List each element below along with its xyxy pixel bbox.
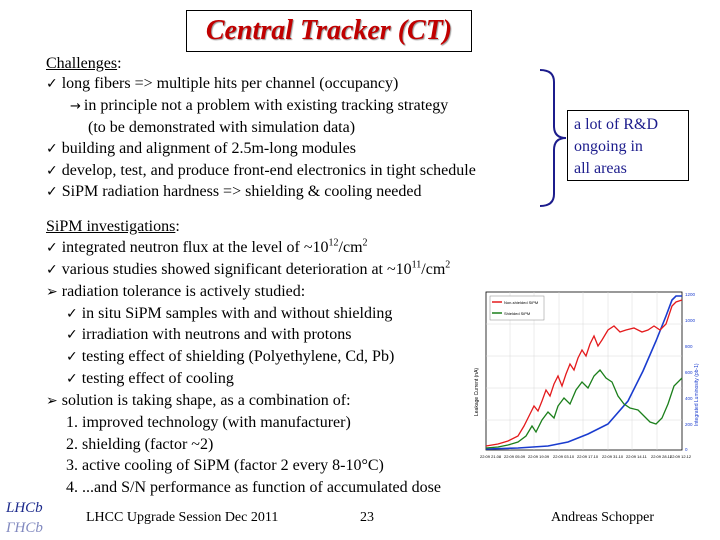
challenges-heading-line [46, 54, 122, 74]
note-line: a lot of R&D [574, 116, 658, 133]
footer-page-number: 23 [360, 510, 374, 525]
checkmark-icon: ✓ [66, 327, 78, 343]
x-tick: 22:09 12.12 [670, 454, 692, 459]
checkmark-icon: ✓ [46, 240, 58, 256]
numbered-text: ...and S/N performance as function of accumulated dose [82, 479, 441, 496]
item-number: 1. [66, 414, 78, 431]
note-line: ongoing in [574, 138, 643, 155]
challenge-text: develop, test, and produce front-end electronics in tight schedule [61, 162, 476, 179]
flux-unit: /cm [338, 239, 363, 256]
numbered-text: improved technology (with manufacturer) [82, 414, 351, 431]
sipm-item [46, 282, 305, 302]
y2-tick: 400 [685, 396, 693, 401]
sipm-heading-line [46, 217, 180, 237]
item-number: 3. [66, 457, 78, 474]
challenges-colon: : [117, 55, 122, 72]
checkmark-icon: ✓ [66, 371, 78, 387]
challenge-item [46, 139, 356, 159]
numbered-text: active cooling of SiPM (factor 2 every 8-10°C) [82, 457, 384, 474]
checkmark-icon: ✓ [46, 76, 58, 92]
numbered-item [66, 478, 441, 498]
sipm-subitem [66, 304, 392, 324]
legend-label-unshielded: Non-shielded SiPM [504, 300, 539, 305]
challenge-item [46, 182, 422, 202]
challenge-subitem [70, 96, 448, 117]
challenge-text: (to be demonstrated with simulation data) [88, 119, 356, 136]
logo-top-text: LHCb [6, 500, 43, 516]
x-tick: 22:09 21.08 [480, 454, 502, 459]
footer-session: LHCC Upgrade Session Dec 2011 [86, 510, 279, 525]
sipm-item [46, 260, 450, 280]
y2-axis-label: Integrated Luminosity (pb-1) [694, 363, 700, 426]
y2-tick: 1000 [685, 318, 696, 323]
solution-text: solution is taking shape, as a combination of: [61, 392, 351, 409]
deterioration-unit-exponent: 2 [445, 259, 451, 271]
y2-tick: 600 [685, 370, 693, 375]
numbered-item [66, 456, 384, 476]
sipm-subitem-text: irradiation with neutrons and with protons [81, 326, 352, 343]
challenge-text: building and alignment of 2.5m-long modules [61, 140, 356, 157]
deterioration-text: various studies showed significant deterioration at ~10 [61, 261, 412, 278]
deterioration-exponent: 11 [411, 259, 422, 271]
x-tick: 22:09 03.10 [553, 454, 575, 459]
x-tick: 22:09 17.10 [577, 454, 599, 459]
item-number: 4. [66, 479, 78, 496]
arrowhead-bullet-icon: ➢ [46, 284, 58, 300]
numbered-text: shielding (factor ~2) [82, 436, 214, 453]
title-box [186, 10, 472, 52]
sipm-subitem-text: in situ SiPM samples with and without shielding [81, 305, 393, 322]
deterioration-unit: /cm [421, 261, 446, 278]
checkmark-icon: ✓ [46, 184, 58, 200]
sipm-subitem-text: testing effect of cooling [81, 370, 234, 387]
sipm-subitem [66, 325, 351, 345]
sipm-item [46, 238, 368, 258]
checkmark-icon: ✓ [46, 163, 58, 179]
challenge-item [46, 161, 476, 181]
challenge-text: in principle not a problem with existing tracking strategy [83, 97, 449, 114]
arrowhead-bullet-icon: ➢ [46, 393, 58, 409]
challenge-text: long fibers => multiple hits per channel (occupancy) [61, 75, 399, 92]
checkmark-icon: ✓ [46, 262, 58, 278]
legend-label-shielded: Shielded SiPM [504, 311, 531, 316]
challenges-heading: Challenges [46, 55, 118, 72]
note-line: all areas [574, 160, 627, 177]
sipm-subitem-text: testing effect of shielding (Polyethylene, Cd, Pb) [81, 348, 395, 365]
radiation-text: radiation tolerance is actively studied: [61, 283, 306, 300]
logo-reflection-text: ГHCb [6, 520, 43, 536]
y2-tick: 200 [685, 422, 693, 427]
footer-author: Andreas Schopper [551, 510, 655, 525]
item-number: 2. [66, 436, 78, 453]
x-tick: 22:09 31.10 [602, 454, 624, 459]
challenge-item [46, 74, 398, 94]
leakage-current-plot [458, 286, 700, 486]
sipm-subitem [66, 347, 394, 367]
y2-tick: 800 [685, 344, 693, 349]
x-tick: 22:09 19.09 [528, 454, 550, 459]
sipm-heading: SiPM investigations [46, 218, 176, 235]
arrow-right-icon: → [70, 99, 81, 114]
checkmark-icon: ✓ [46, 141, 58, 157]
x-tick: 22:09 05.09 [504, 454, 526, 459]
sipm-subitem [66, 369, 234, 389]
sipm-item [46, 391, 351, 411]
checkmark-icon: ✓ [66, 349, 78, 365]
note-box [567, 110, 689, 181]
slide-title: Central Tracker (CT) [205, 15, 453, 46]
lhcb-logo [4, 492, 52, 538]
flux-exponent: 12 [328, 237, 339, 249]
flux-unit-exponent: 2 [362, 237, 368, 249]
challenge-text: SiPM radiation hardness => shielding & cooling needed [61, 183, 422, 200]
y2-tick: 0 [685, 447, 688, 452]
numbered-item [66, 435, 213, 455]
sipm-colon: : [175, 218, 180, 235]
challenge-subitem [88, 118, 355, 138]
y2-tick: 1200 [685, 292, 696, 297]
flux-text: integrated neutron flux at the level of ~10 [61, 239, 329, 256]
checkmark-icon: ✓ [66, 306, 78, 322]
brace-connector [510, 68, 570, 210]
numbered-item [66, 413, 351, 433]
x-tick: 22:09 14.11 [626, 454, 647, 459]
x-tick: 22:09 28.11 [651, 454, 672, 459]
y-axis-label: Leakage Current (nA) [474, 367, 480, 416]
